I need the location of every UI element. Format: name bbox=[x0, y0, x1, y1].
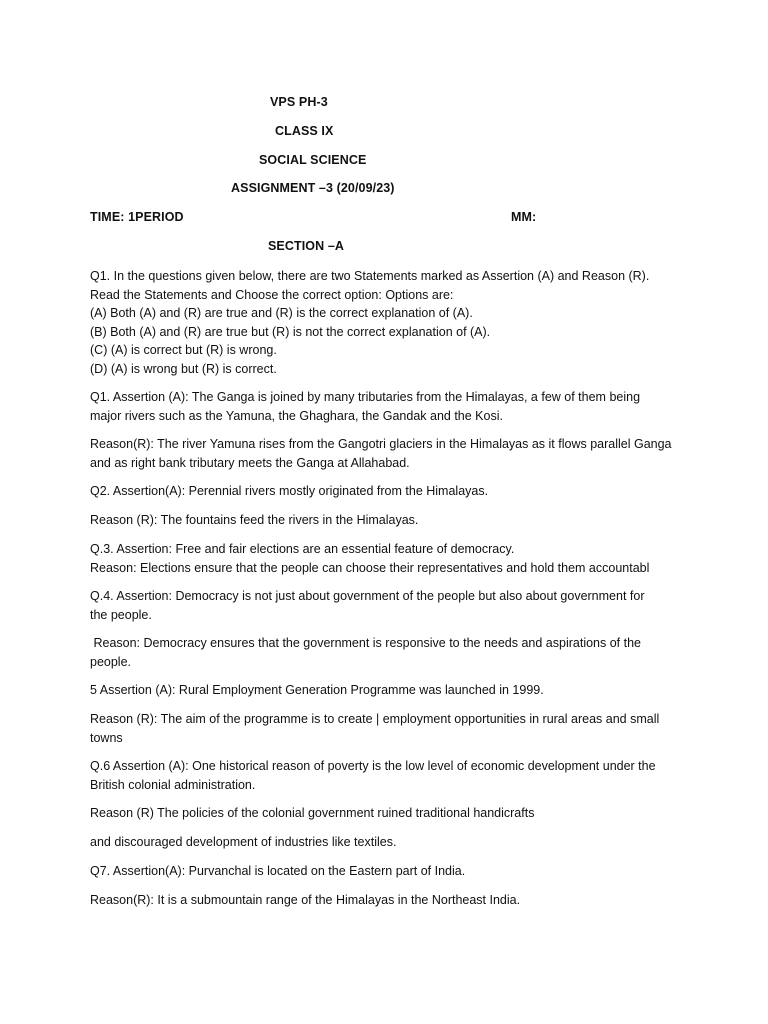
q1-reason bbox=[90, 435, 680, 472]
question-line: Reason (R): The fountains feed the rivers in the Himalayas. bbox=[90, 513, 419, 527]
option-a: (A) Both (A) and (R) are true and (R) is the correct explanation of (A). bbox=[90, 306, 473, 320]
q2-reason bbox=[90, 511, 680, 530]
q6-assertion bbox=[90, 757, 680, 794]
question-line: British colonial administration. bbox=[90, 777, 256, 792]
q4-reason bbox=[90, 634, 680, 671]
assignment-title: ASSIGNMENT –3 (20/09/23) bbox=[231, 181, 395, 195]
question-line: and discouraged development of industries like textiles. bbox=[90, 835, 397, 849]
question-line: Q2. Assertion(A): Perennial rivers mostly originated from the Himalayas. bbox=[90, 484, 489, 498]
max-marks-label: MM: bbox=[511, 210, 537, 224]
instructions-line: Q1. In the questions given below, there are two Statements marked as Assertion (A) and Reason (R). bbox=[90, 269, 650, 283]
question-line: Q.4. Assertion: Democracy is not just about government of the people but also about government for bbox=[90, 589, 645, 603]
question-line: 5 Assertion (A): Rural Employment Generation Programme was launched in 1999. bbox=[90, 683, 544, 697]
q2-assertion bbox=[90, 482, 680, 501]
q5-reason bbox=[90, 710, 680, 747]
question-line: Q1. Assertion (A): The Ganga is joined by many tributaries from the Himalayas, a few of them being bbox=[90, 390, 641, 404]
question-line: major rivers such as the Yamuna, the Ghaghara, the Gandak and the Kosi. bbox=[90, 408, 503, 423]
q7-assertion bbox=[90, 862, 680, 881]
school-name: VPS PH-3 bbox=[270, 95, 328, 109]
question-line: Reason(R): The river Yamuna rises from the Gangotri glaciers in the Himalayas as it flows parallel Ganga bbox=[90, 437, 672, 451]
question-line: Q.6 Assertion (A): One historical reason of poverty is the low level of economic development under the bbox=[90, 759, 656, 773]
question-line: Q.3. Assertion: Free and fair elections are an essential feature of democracy. bbox=[90, 542, 515, 556]
class-name: CLASS IX bbox=[275, 124, 334, 138]
question-line: Reason (R): The aim of the programme is to create | employment opportunities in rural areas and small bbox=[90, 712, 660, 726]
subject-name: SOCIAL SCIENCE bbox=[259, 153, 367, 167]
q6-reason-continued bbox=[90, 833, 680, 852]
q6-reason bbox=[90, 804, 680, 823]
question-line: Reason(R): It is a submountain range of the Himalayas in the Northeast India. bbox=[90, 893, 521, 907]
q3-block bbox=[90, 540, 680, 577]
q7-reason bbox=[90, 891, 680, 910]
question-line: people. bbox=[90, 654, 132, 669]
question-line: Reason: Democracy ensures that the government is responsive to the needs and aspirations of the bbox=[90, 636, 642, 650]
question-line: Reason (R) The policies of the colonial government ruined traditional handicrafts bbox=[90, 806, 535, 820]
question-line: Reason: Elections ensure that the people can choose their representatives and hold them accountabl bbox=[90, 560, 650, 575]
option-b: (B) Both (A) and (R) are true but (R) is not the correct explanation of (A). bbox=[90, 324, 491, 339]
instructions-block bbox=[90, 267, 680, 378]
time-label: TIME: 1PERIOD bbox=[90, 210, 184, 224]
question-line: Q7. Assertion(A): Purvanchal is located on the Eastern part of India. bbox=[90, 864, 466, 878]
q5-assertion bbox=[90, 681, 680, 700]
q1-assertion bbox=[90, 388, 680, 425]
option-d: (D) (A) is wrong but (R) is correct. bbox=[90, 361, 277, 376]
question-line: towns bbox=[90, 730, 123, 745]
section-heading: SECTION –A bbox=[268, 239, 345, 253]
option-c: (C) (A) is correct but (R) is wrong. bbox=[90, 343, 277, 357]
instructions-line: Read the Statements and Choose the correct option: Options are: bbox=[90, 287, 454, 302]
q4-assertion bbox=[90, 587, 680, 624]
question-line: the people. bbox=[90, 607, 152, 622]
question-line: and as right bank tributary meets the Ganga at Allahabad. bbox=[90, 455, 410, 470]
